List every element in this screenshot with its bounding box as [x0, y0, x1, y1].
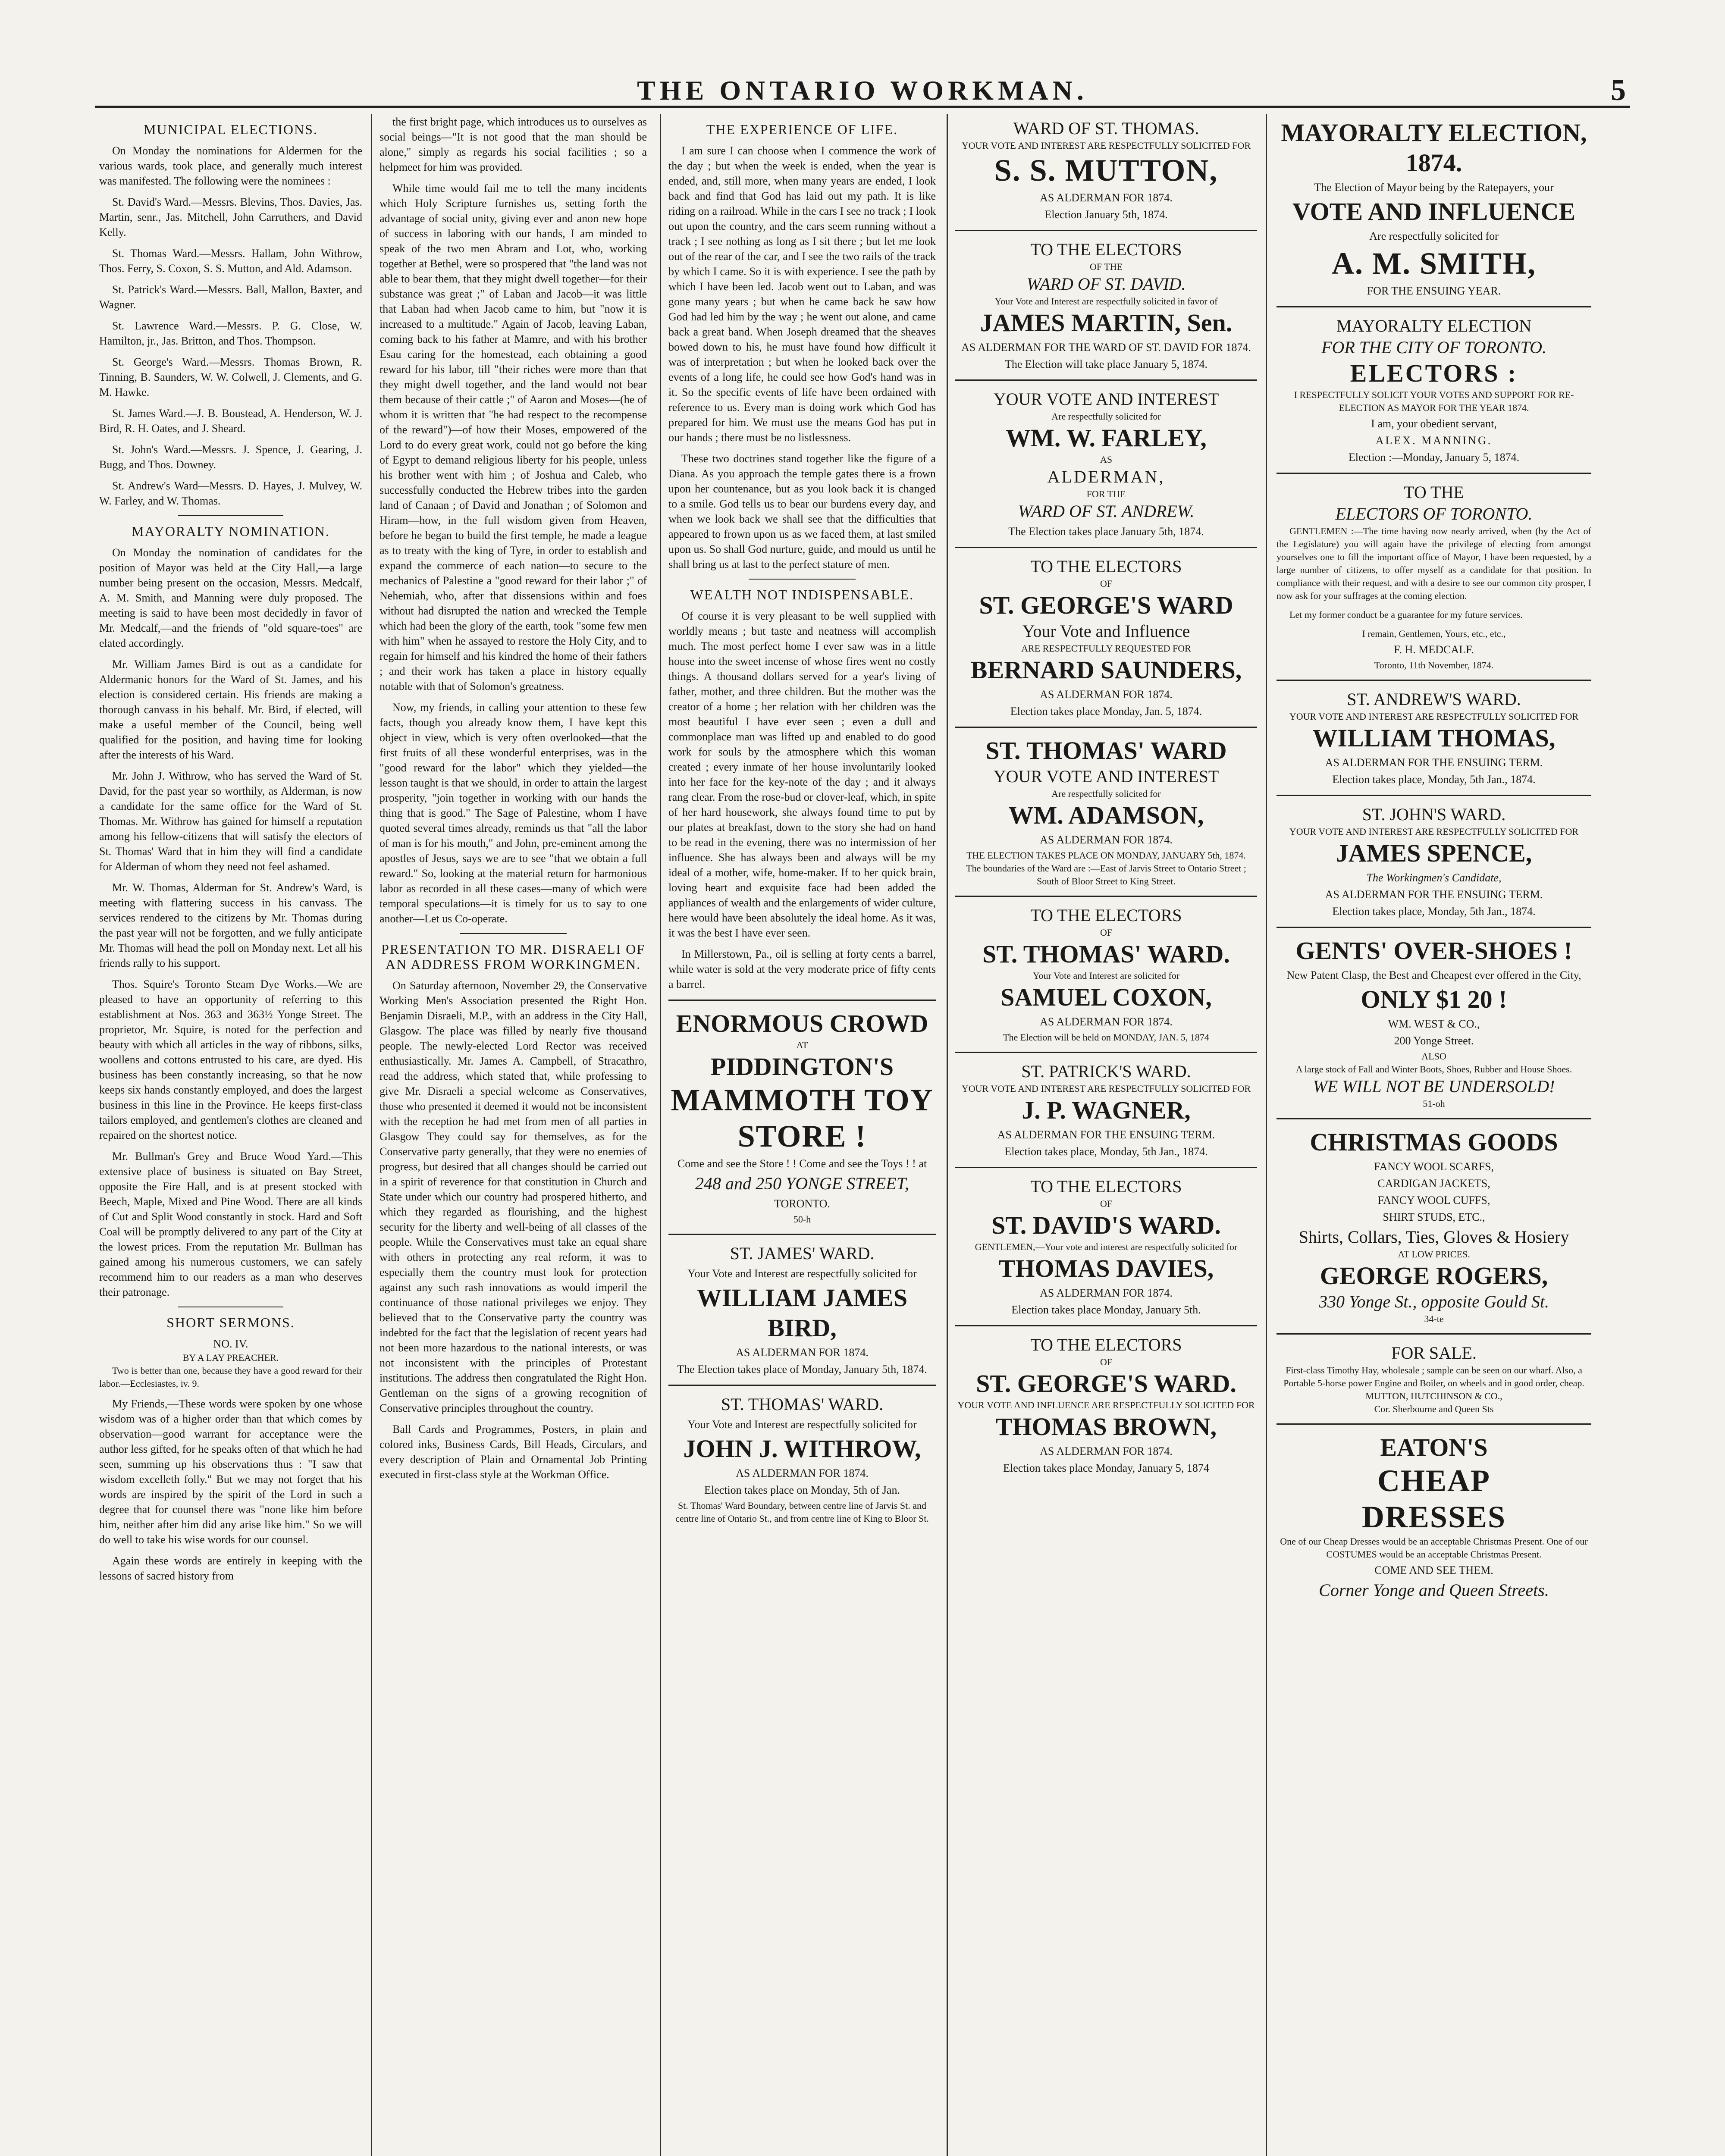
article-heading: MAYORALTY NOMINATION. — [132, 523, 330, 539]
paragraph: St. John's Ward.—Messrs. J. Spence, J. Gearing, J. Bugg, and Thos. Downey. — [99, 443, 362, 471]
ad-store: MAMMOTH TOY STORE ! — [671, 1083, 934, 1153]
paragraph: These two doctrines stand together like the figure of a Diana. As you approach the temple gates there is a frown upon her countenance, but as you look back it is changed to a smile. God tells us to bear our burdens every day, and when we look back we shall see that the difficulties that appeared to frown upon us as we faced them, at last smiled upon us. So shall God nurture, guide, and mould us until he shall bring us at last to the perfect stature of men. — [668, 452, 936, 570]
paragraph: Mr. Bullman's Grey and Bruce Wood Yard.—This extensive place of business is situated on Bay Street, opposite the Fire Hall, and is at present stocked with Beech, Maple, Mixed and Pine Wood. There are all kinds of Cut and Split Wood constantly in stock. Hard and Soft Coal will be promptly delivered to any part of the City at the lowest prices. From the reputation Mr. Bullman has gained among his numerous customers, we can safely recommend him to our readers as a man who deserves their patronage. — [99, 1150, 362, 1298]
column-5 — [1276, 114, 1591, 2156]
presentation-paras — [380, 978, 647, 1482]
ad-thomas — [1276, 689, 1591, 787]
page-body — [99, 114, 1634, 2156]
ad-line: WE WILL NOT BE UNDERSOLD! — [1313, 1077, 1555, 1096]
paragraph: Mr. John J. Withrow, who has served the Ward of St. David, for the past year so worthily, as Alderman, is now a candidate for the same office for the Ward of St. Thomas. Mr. Withrow has gained for himself a reputation among his fellow-citizens that will satisfy the electors of St. Thomas' Ward that in him they will find a candidate for Alderman of whom they need not feel ashamed. — [99, 770, 362, 873]
paragraph: My Friends,—These words were spoken by one whose wisdom was of a higher order than that which comes by observation—good warrant for acceptance were the author less gifted, for he speaks often of that which he had seen, summing up his observations thus : "I saw that wisdom excelleth folly." But we may not forget that his words are inspired by the spirit of the Lord in such a degree that for counsel there was "none like him before him, neither after him did any arise like him." So we will do well to take his wise words for our counsel. — [99, 1398, 362, 1546]
ad-bird — [668, 1243, 936, 1377]
article-heading: SHORT SERMONS. — [166, 1315, 295, 1330]
page-number: 5 — [1611, 74, 1630, 107]
ad-line: AS ALDERMAN FOR 1874. — [736, 1467, 869, 1479]
ad-address: Corner Yonge and Queen Streets. — [1319, 1580, 1549, 1600]
ad-line: Cor. Sherbourne and Queen Sts — [1374, 1404, 1494, 1414]
ad-line: AT LOW PRICES. — [1398, 1249, 1470, 1260]
ad-candidate: F. H. MEDCALF. — [1394, 643, 1474, 656]
ad-line: Election takes place Monday, January 5th. — [1011, 1304, 1201, 1316]
ad-headline: CHRISTMAS GOODS — [1310, 1128, 1558, 1156]
article-heading: THE EXPERIENCE OF LIFE. — [706, 122, 898, 137]
ad-line: FOR THE — [1086, 489, 1126, 499]
ad-candidate: BERNARD SAUNDERS, — [970, 656, 1242, 684]
ad-line: Election takes place Monday, Jan. 5, 1874. — [1010, 705, 1202, 718]
divider — [955, 1167, 1257, 1168]
ad-line: Election takes place Monday, January 5, 1874 — [1003, 1462, 1209, 1474]
divider — [668, 1000, 936, 1001]
paragraph: St. David's Ward.—Messrs. Blevins, Thos. Davies, Jas. Martin, senr., Jas. Mitchell, John Carruthers, and David Kelly. — [99, 196, 362, 238]
paragraph: Now, my friends, in calling your attention to these few facts, though you already know them, I have kept this object in view, which is very often overlooked—that the first fruits of all these wonderful enterprises, was in the "good reward for the labor" which they yielded—the lesson taught is that we should, in order to attain the largest prosperity, "join together in working with our hands the thing that is good." The Sage of Palestine, whom I have quoted several times already, reminds us that "all the labor of man is for his mouth," and John, pre-eminent among the apostles of Jesus, says we are to see "that we obtain a full reward." So, looking at the material return for harmonious labor as recorded in all these cases—many of which were temporal speculations—it is timely for us to say to one another—Let us Co-operate. — [380, 701, 647, 925]
paragraph: FANCY WOOL CUFFS, — [1377, 1194, 1490, 1206]
ad-line: I RESPECTFULLY SOLICIT YOUR VOTES AND SUPPORT FOR RE-ELECTION AS MAYOR FOR THE YEAR 1874. — [1294, 389, 1574, 413]
ad-line: Toronto, 11th November, 1874. — [1374, 660, 1494, 671]
ad-line: FOR THE CITY OF TORONTO. — [1321, 338, 1546, 357]
masthead — [95, 65, 1630, 116]
ad-line: A large stock of Fall and Winter Boots, Shoes, Rubber and House Shoes. — [1295, 1064, 1572, 1075]
ad-line: OF — [1100, 1198, 1113, 1209]
ad-line: ALDERMAN, — [1047, 467, 1165, 486]
ad-body: GENTLEMEN :—The time having now nearly arrived, when (by the Act of the Legislature) you will again have the privilege of electing from amongst yourselves one to fill the important office of Mayor, I have been requested, by a large number of citizens, to offer myself as a candidate for that position. In compliance with their request, and with a desire to see our common city prosper, I now ask for your suffrages at the coming election. — [1276, 526, 1591, 601]
ad-line: TO THE — [1404, 483, 1464, 502]
ad-line: Your Vote and Interest are respectfully solicited for — [687, 1418, 917, 1431]
divider — [1276, 1118, 1591, 1119]
paragraph: FANCY WOOL SCARFS, — [1374, 1160, 1494, 1173]
divider — [955, 896, 1257, 897]
ad-line: TO THE ELECTORS — [1030, 906, 1182, 925]
ad-candidate: WM. W. FARLEY, — [1006, 424, 1207, 452]
ad-line: The Election will be held on MONDAY, JAN. 5, 1874 — [1003, 1032, 1209, 1043]
ad-line: AT — [796, 1040, 808, 1050]
ad-items — [1276, 1159, 1591, 1225]
paragraph: Ball Cards and Programmes, Posters, in plain and colored inks, Business Cards, Bill Heads, Circulars, and every description of Plain and Ornamental Job Printing executed in first-class style at the Workman Office. — [380, 1423, 647, 1481]
ad-line: CHEAP — [1377, 1463, 1490, 1498]
ad-line: AS ALDERMAN FOR THE ENSUING TERM. — [1325, 888, 1543, 901]
divider — [955, 1052, 1257, 1053]
paragraph: Mr. William James Bird is out as a candidate for Aldermanic honors for the Ward of St. James, and his election is considered certain. His friends are making a thorough canvass in his behalf. Mr. Bird, if elected, will make a useful member of the Council, being well qualified for the position, and having time for looking after the interests of his Ward. — [99, 658, 362, 761]
ad-ward: ST. ANDREW'S WARD. — [1347, 689, 1521, 709]
ad-candidate: GEORGE ROGERS, — [1320, 1262, 1548, 1290]
sermon-epigraph: Two is better than one, because they have a good reward for their labor.—Ecclesiastes, iv. 9. — [99, 1365, 362, 1389]
ad-price: ONLY $1 20 ! — [1361, 985, 1507, 1013]
divider — [1276, 306, 1591, 307]
divider — [668, 1234, 936, 1235]
divider — [1276, 473, 1591, 474]
ad-body: One of our Cheap Dresses would be an acceptable Christmas Present. One of our COSTUMES would be an acceptable Christmas Present. — [1280, 1536, 1588, 1560]
ad-piddington — [668, 1009, 936, 1226]
ad-candidate: WILLIAM THOMAS, — [1312, 724, 1556, 752]
ad-line: OF THE — [1090, 261, 1123, 272]
ad-saunders — [955, 556, 1257, 719]
ad-headline: GENTS' OVER-SHOES ! — [1295, 937, 1572, 965]
ad-code: 50-h — [793, 1214, 811, 1225]
article-heading: PRESENTATION TO MR. DISRAELI OF AN ADDRESS FROM WORKINGMEN. — [381, 941, 646, 972]
ad-line: Election takes place, Monday, 5th Jan., 1874. — [1332, 773, 1536, 786]
ad-line: AS ALDERMAN FOR 1874. — [1040, 834, 1173, 846]
paragraph: Of course it is very pleasant to be well supplied with worldly means ; but taste and neatness will accomplish much. The most perfect home I ever saw was in a little house into the sweet incense of whose fires went no costly things. A thousand dollars served for a year's living of father, mother, and three children. But the mother was the creator of a home ; her relation with her children was the most beautiful I have ever seen ; even a dull and commonplace man was lifted up and enabled to do good work for souls by the atmosphere which this woman created ; every inmate of her house involuntarily looked into her face for the key-note of the day ; and it always rang clear. From the rose-bud or clover-leaf, which, in spite of her hard housework, she always found time to put by our plates at breakfast, down to the story she had on hand to be read in the evening, there was no intermission of her influence. She has always been and always will be my ideal of a mother, wife, home-maker. If to her quick brain, loving heart and exquisite face had been added the appliances of wealth and the enlargements of wider culture, here would have been absolutely the ideal home. As it was, it was the best I have ever seen. — [668, 610, 936, 939]
paragraph: the first bright page, which introduces us to ourselves as social beings—"It is not good that the man should be alone," simply as regards his social facilities ; so a helpmeet for him was provided. — [380, 116, 647, 173]
municipal-paras — [99, 143, 362, 508]
sermon-continued — [380, 114, 647, 926]
ad-martin — [955, 239, 1257, 372]
ad-line: GENTLEMEN,—Your vote and interest are respectfully solicited for — [975, 1241, 1238, 1252]
ad-ward: ST. THOMAS' WARD. — [982, 940, 1230, 968]
ad-line: I remain, Gentlemen, Yours, etc., etc., — [1362, 628, 1506, 639]
ad-smith — [1276, 118, 1591, 298]
column-3 — [668, 114, 936, 2156]
paragraph: On Monday the nominations for Aldermen for the various wards, took place, and generally much interest was manifested. The following were the nominees : — [99, 144, 362, 187]
paragraph: CARDIGAN JACKETS, — [1377, 1177, 1490, 1190]
ad-line: ALSO — [1421, 1051, 1446, 1062]
ad-line: ELECTORS OF TORONTO. — [1335, 504, 1533, 523]
paragraph: St. James Ward.—J. B. Boustead, A. Henderson, W. J. Bird, R. H. Oates, and J. Sheard. — [99, 407, 362, 435]
paragraph: St. Thomas Ward.—Messrs. Hallam, John Withrow, Thos. Ferry, S. Coxon, S. S. Mutton, and Ald. Adamson. — [99, 247, 362, 275]
divider — [749, 579, 856, 580]
ad-ward: ST. PATRICK'S WARD. — [1021, 1062, 1191, 1081]
ad-candidate: SAMUEL COXON, — [1000, 983, 1212, 1011]
ad-line: 200 Yonge Street. — [1394, 1034, 1474, 1047]
ad-brown — [955, 1334, 1257, 1476]
ad-line: Are respectfully solicited for — [1051, 788, 1161, 799]
ad-ward: ST. JOHN'S WARD. — [1362, 805, 1506, 824]
wealth-paras — [668, 608, 936, 992]
ad-candidate: WILLIAM JAMES BIRD, — [696, 1284, 908, 1342]
ad-ward: WARD OF ST. THOMAS. — [1013, 119, 1199, 138]
article-heading: WEALTH NOT INDISPENSABLE. — [690, 587, 914, 602]
ad-adamson — [955, 736, 1257, 888]
mayoralty-paras — [99, 545, 362, 1300]
ad-headline: MAYORALTY ELECTION, 1874. — [1281, 119, 1587, 177]
ad-headline: EATON'S — [1380, 1433, 1488, 1461]
ad-candidate: THOMAS BROWN, — [995, 1413, 1217, 1441]
ad-line: MUTTON, HUTCHINSON & CO., — [1365, 1391, 1502, 1401]
divider — [955, 727, 1257, 728]
ad-line: WM. WEST & CO., — [1388, 1018, 1480, 1030]
ad-line: COME AND SEE THEM. — [1374, 1564, 1493, 1576]
ad-line: DRESSES — [1361, 1500, 1506, 1534]
paragraph: St. Andrew's Ward—Messrs. D. Hayes, J. Mulvey, W. W. Farley, and W. Thomas. — [99, 479, 362, 507]
ad-ward: ST. DAVID'S WARD. — [991, 1211, 1221, 1239]
ad-code: 51-oh — [1423, 1098, 1445, 1109]
ad-line: The boundaries of the Ward are :—East of Jarvis Street to Ontario Street ; South of Bloor Street to King Street. — [966, 863, 1246, 887]
ad-line: Election :—Monday, January 5, 1874. — [1348, 451, 1520, 464]
ad-candidate: THOMAS DAVIES, — [998, 1254, 1214, 1282]
ad-line: AS ALDERMAN FOR THE ENSUING TERM. — [997, 1128, 1215, 1141]
ad-line: Your Vote and Influence — [1022, 621, 1190, 641]
paragraph: Again these words are entirely in keeping with the lessons of sacred history from — [99, 1554, 362, 1582]
ad-candidate: JOHN J. WITHROW, — [683, 1435, 921, 1463]
masthead-rule — [95, 106, 1630, 108]
ad-line: Election takes place, Monday, 5th Jan., 1874. — [1332, 905, 1536, 918]
ad-code: 34-te — [1424, 1313, 1444, 1324]
ad-line: VOTE AND INFLUENCE — [1292, 197, 1576, 226]
divider — [1276, 795, 1591, 796]
ad-address: 330 Yonge St., opposite Gould St. — [1318, 1292, 1549, 1311]
ad-city: TORONTO. — [774, 1197, 830, 1210]
ad-line: Your Vote and Interest are respectfully solicited for — [687, 1267, 917, 1280]
ad-line: AS ALDERMAN FOR THE WARD OF ST. DAVID FOR 1874. — [961, 341, 1251, 354]
paragraph: In Millerstown, Pa., oil is selling at forty cents a barrel, while water is sold at the very moderate price of fifty cents a barrel. — [668, 948, 936, 990]
ad-line: YOUR VOTE AND INTEREST — [993, 389, 1219, 409]
ad-line: TO THE ELECTORS — [1030, 1177, 1182, 1196]
ad-farley — [955, 389, 1257, 539]
ad-line: Your Vote and Interest are respectfully solicited in favor of — [994, 296, 1218, 307]
paragraph: Thos. Squire's Toronto Steam Dye Works.—We are pleased to have an opportunity of referring to this establishment at Nos. 363 and 363½ Yonge Street. The proprietor, Mr. Squire, is noted for the perfection and beauty with which all articles in the way of ribbons, silks, woollens and cottons entrusted to his care, are dyed. His business has been constantly increasing, so that he now keeps six hands constantly employed, and does the largest business in this line in the Province. He keeps first-class tailors employed, and gentlemen's clothes are cleaned and repaired on the shortest notice. — [99, 978, 362, 1141]
ad-line: Election takes place on Monday, 5th of Jan. — [704, 1484, 900, 1496]
ad-line: AS ALDERMAN FOR 1874. — [736, 1346, 869, 1359]
ad-line: AS ALDERMAN FOR 1874. — [1040, 1445, 1173, 1457]
ad-line: The Election takes place January 5th, 1874. — [1008, 525, 1204, 538]
divider — [1276, 680, 1591, 681]
ad-candidate: A. M. SMITH, — [1332, 246, 1536, 281]
ad-ward: ST. THOMAS' WARD. — [721, 1395, 884, 1414]
ad-line: AS ALDERMAN FOR THE ENSUING TERM. — [1325, 756, 1543, 769]
ad-candidate: WM. ADAMSON, — [1008, 801, 1204, 829]
ad-christmas — [1276, 1127, 1591, 1326]
ad-body: First-class Timothy Hay, wholesale ; sample can be seen on our wharf. Also, a Portable 5-horse power Engine and Boiler, on wheels and in good order, cheap. — [1283, 1365, 1584, 1388]
ad-body: Let my former conduct be a guarantee for my future services. — [1289, 609, 1523, 620]
ad-line: YOUR VOTE AND INTEREST — [993, 767, 1219, 786]
divider — [955, 1325, 1257, 1326]
ad-mutton — [955, 118, 1257, 222]
ad-forsale — [1276, 1342, 1591, 1416]
ad-davies — [955, 1176, 1257, 1317]
ad-line: YOUR VOTE AND INTEREST ARE RESPECTFULLY SOLICITED FOR — [961, 140, 1251, 151]
ad-wagner — [955, 1061, 1257, 1159]
ad-medcalf — [1276, 482, 1591, 672]
ad-headline: FOR SALE. — [1391, 1343, 1477, 1363]
paragraph: I am sure I can choose when I commence the work of the day ; but when the week is ended, when the year is ended, and, still more, when many years are ended, I look back and find that God has laid out my path. It is like riding on a railroad. While in the cars I see no track ; I look out upon the country, and the cars seem running without a track ; I see nothing as long as I sit there ; but let me look out of the rear of the car, and I see the two rails of the track by which I came. So it is with experience. I see the path by which I have been led. Jacob went out to Laban, and was gone many years ; but when he came back he saw how God had led him by the way ; he went out alone, and came back a great band. When Joseph dreamed that the sheaves bowed down to his, he must have found how difficult it was of interpretation ; but when he looked back over the events of a long life, he could see how God's hand was in it. So the specific events of life have been ordained with reference to us. Every man is doing work which God has prepared for him. We must use the means God has put in our hands ; there must be no listlessness. — [668, 144, 936, 444]
ad-candidate: JAMES SPENCE, — [1336, 839, 1532, 867]
ad-name: PIDDINGTON'S — [710, 1053, 894, 1081]
divider — [955, 379, 1257, 381]
paragraph: On Saturday afternoon, November 29, the Conservative Working Men's Association presented the Right Hon. Benjamin Disraeli, M.P., with an address in the City Hall, Glasgow. The place was filled by nearly five thousand people. The newly-elected Lord Rector was received enthusiastically. Mr. James A. Campbell, of Stracathro, read the address, which stated that, while professing to give Mr. Disraeli a special welcome as Conservatives, those who presented it deemed it would not be inconsistent with the reception he had met from men of all parties in Glasgow They could say for themselves, as for the Conservative party generally, that they were no enemies of progress, but desired that all changes should be carried out in a spirit of reverence for that constitution in Church and State under which our country had prospered hitherto, and which they regarded as flourishing, and the highest security for the liberty and well-being of all classes of the people. While the Conservatives must take an equal share with others in protecting any real reform, it was to especially them the country must look for protection against any such rash innovations as would imperil the continuance of those national privileges we enjoy. They believed that to the Conservative party the country was indebted for the fact that the legislation of recent years had not been more hazardous to the national interests, or was not inconsistent with the principles of Protestant institutions. The address then congratulated the Right Hon. Gentleman on the signs of a growing recognition of Conservative principles throughout the country. — [380, 979, 647, 1414]
ad-line: ELECTORS : — [1350, 359, 1518, 387]
ad-line: Election January 5th, 1874. — [1044, 208, 1168, 221]
column-1 — [99, 114, 362, 2156]
divider — [1276, 1333, 1591, 1335]
ad-line: The Election of Mayor being by the Ratepayers, your — [1314, 181, 1554, 194]
ad-line: TO THE ELECTORS — [1030, 557, 1182, 576]
ad-line: THE ELECTION TAKES PLACE ON MONDAY, JANUARY 5th, 1874. — [966, 850, 1246, 861]
paragraph: On Monday the nomination of candidates for the position of Mayor was held at the City Hall,—a large number being present on the occasion, Messrs. Medcalf, A. M. Smith, and Manning were duly proposed. The meeting is said to have been most decidedly in favor of Mr. Medcalf,—and the friends of "old square-toes" are elated accordingly. — [99, 546, 362, 649]
ad-line: Your Vote and Interest are solicited for — [1032, 970, 1180, 981]
ad-line: AS ALDERMAN FOR 1874. — [1040, 1015, 1173, 1028]
divider — [178, 515, 283, 516]
ad-candidate: JAMES MARTIN, Sen. — [980, 309, 1233, 337]
ad-headline: ENORMOUS CROWD — [676, 1009, 928, 1037]
divider — [955, 547, 1257, 548]
ad-line: TO THE ELECTORS — [1030, 1335, 1182, 1354]
ad-line: St. Thomas' Ward Boundary, between centre line of Jarvis St. and centre line of Ontario St., and from centre line of King to Bloor St. — [675, 1500, 929, 1524]
ad-line: Are respectfully solicited for — [1369, 230, 1499, 242]
ad-line: OF — [1100, 578, 1113, 589]
ad-line: I am, your obedient servant, — [1371, 417, 1497, 430]
newspaper-title: THE ONTARIO WORKMAN. — [637, 75, 1088, 106]
ad-line: AS ALDERMAN FOR 1874. — [1040, 1287, 1173, 1299]
divider — [1276, 927, 1591, 928]
paragraph: St. Lawrence Ward.—Messrs. P. G. Close, W. Hamilton, jr., Jas. Britton, and Thos. Thompson. — [99, 320, 362, 347]
ad-line: Are respectfully solicited for — [1051, 411, 1161, 422]
sermon-number: NO. IV. — [213, 1338, 248, 1350]
ad-withrow — [668, 1394, 936, 1525]
ad-line: YOUR VOTE AND INTEREST ARE RESPECTFULLY SOLICITED FOR — [1289, 826, 1579, 837]
column-2 — [380, 114, 647, 2156]
ad-line: Shirts, Collars, Ties, Gloves & Hosiery — [1298, 1227, 1569, 1247]
divider — [668, 1385, 936, 1386]
ad-ward: WARD OF ST. DAVID. — [1026, 274, 1186, 294]
ad-spence — [1276, 804, 1591, 919]
ad-line: New Patent Clasp, the Best and Cheapest ever offered in the City, — [1286, 969, 1581, 981]
ad-manning — [1276, 315, 1591, 465]
ad-candidate: J. P. WAGNER, — [1022, 1096, 1191, 1124]
ad-line: OF — [1100, 927, 1113, 938]
ad-line: YOUR VOTE AND INTEREST ARE RESPECTFULLY SOLICITED FOR — [961, 1083, 1251, 1094]
sermon-author: BY A LAY PREACHER. — [182, 1352, 279, 1363]
ad-line: The Election takes place of Monday, January 5th, 1874. — [677, 1363, 927, 1376]
ad-overshoes — [1276, 936, 1591, 1110]
ad-address: 248 and 250 YONGE STREET, — [695, 1174, 909, 1193]
paragraph: Mr. W. Thomas, Alderman for St. Andrew's Ward, is meeting with flattering success in his canvass. The services rendered to the citizens by Mr. Thomas during the past year will not be forgotten, and we fully anticipate Mr. Thomas will head the poll on Monday next. Let all his friends rally to his support. — [99, 881, 362, 969]
divider — [955, 230, 1257, 231]
article-heading: MUNICIPAL ELECTIONS. — [144, 122, 318, 137]
sermon-paras — [99, 1396, 362, 1583]
ad-ward: ST. GEORGE'S WARD — [979, 591, 1233, 619]
ad-line: YOUR VOTE AND INTEREST ARE RESPECTFULLY SOLICITED FOR — [1289, 711, 1579, 722]
life-paras — [668, 143, 936, 572]
ad-line: FOR THE ENSUING YEAR. — [1367, 285, 1501, 297]
ad-ward: ST. GEORGE'S WARD. — [976, 1369, 1236, 1398]
ad-line: OF — [1100, 1357, 1113, 1367]
paragraph: St. George's Ward.—Messrs. Thomas Brown, R. Tinning, B. Saunders, W. W. Colwell, J. Clements, and G. M. Hawke. — [99, 356, 362, 398]
ad-line: TO THE ELECTORS — [1030, 240, 1182, 259]
ad-line: YOUR VOTE AND INFLUENCE ARE RESPECTFULLY SOLICITED FOR — [957, 1400, 1255, 1410]
paragraph: While time would fail me to tell the many incidents which Holy Scripture furnishes us, setting forth the advantage of social unity, giving ever and anon new hope of success in laboring with our hands, I am minded to speak of the two men Abram and Lot, who, working together at Bethel, were so prospered that "the land was not able to bear them, that they might dwell together—for their substance was great ;" of Laban and Jacob—it was little that Laban had when Jacob came to him, but "now it is increased to a multitude." Again of Jacob, leaving Laban, coming back to his father at Mamre, and with his brother Esau caring for the homestead, each obtaining a good reward for his labor, till "their riches were more than that they might dwell together, and the land would not bear them because of their cattle ;" of Aaron and Moses—(he of whom it is written that "he had respect to the recompense of the reward")—of how their Moses, empowered of the Lord to do every great work, could not go before the king of Egypt to demand religious liberty for his people, unless his brother went with him ; of Joshua and Caleb, who successfully conducted the Hebrew tribes into the garden land of Canaan ; of David and Jonathan ; of Solomon and Hiram—how, in the full wisdom given from Heaven, before he began to build the first temple, he made a league as to treaty with the king of Tyre, in order to establish and expand the commerce of each nation—to secure to the mechanics of Palestine a "good reward for their labor ;" of Nehemiah, who, after that dissensions within and foes without had disrupted the nation and wrecked the Temple which had been the glory of the earth, took "some few men with him" when he assayed to restore the Holy City, and to regain for himself and his kindred the home of their fathers ; and their work has taken a place in history equally notable with that of Solomon's greatness. — [380, 182, 647, 693]
ad-line: Come and see the Store ! ! Come and see the Toys ! ! at — [677, 1157, 927, 1170]
ad-candidate: ALEX. MANNING. — [1375, 434, 1493, 447]
divider — [460, 933, 567, 934]
ad-line: AS ALDERMAN FOR 1874. — [1040, 191, 1173, 204]
paragraph: SHIRT STUDS, ETC., — [1383, 1211, 1485, 1223]
ad-ward: ST. THOMAS' WARD — [985, 736, 1227, 765]
ad-line: AS — [1100, 454, 1113, 465]
ad-ward: WARD OF ST. ANDREW. — [1018, 501, 1195, 521]
divider — [1276, 1423, 1591, 1425]
paragraph: St. Patrick's Ward.—Messrs. Ball, Mallon, Baxter, and Wagner. — [99, 283, 362, 311]
ad-line: AS ALDERMAN FOR 1874. — [1040, 688, 1173, 701]
ad-line: The Workingmen's Candidate, — [1366, 871, 1502, 884]
ad-candidate: S. S. MUTTON, — [994, 153, 1218, 188]
ad-ward: ST. JAMES' WARD. — [730, 1244, 875, 1263]
ad-line: The Election will take place January 5, 1874. — [1004, 358, 1208, 370]
column-4 — [955, 114, 1257, 2156]
ad-headline: MAYORALTY ELECTION — [1336, 316, 1532, 335]
ad-line: ARE RESPECTFULLY REQUESTED FOR — [1021, 643, 1191, 654]
ad-coxon — [955, 905, 1257, 1044]
ad-eaton — [1276, 1432, 1591, 1601]
ad-line: Election takes place, Monday, 5th Jan., 1874. — [1004, 1145, 1208, 1158]
